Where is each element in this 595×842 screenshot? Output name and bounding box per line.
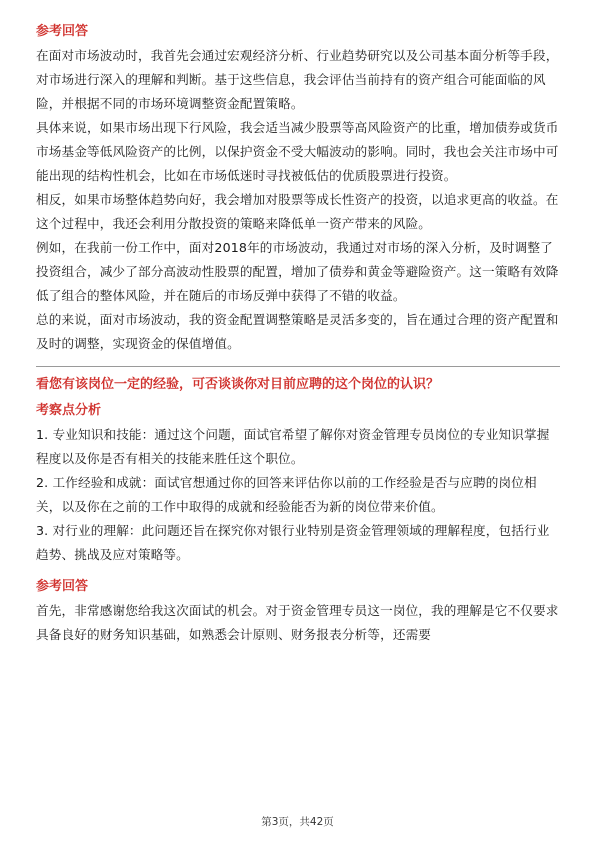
reference-answer-heading: 参考回答 — [36, 24, 89, 39]
page-number: 第3页，共42页 — [261, 816, 334, 828]
section-divider — [36, 366, 560, 367]
page-content — [36, 20, 560, 647]
interview-question: 看您有该岗位一定的经验，可否谈谈你对目前应聘的这个岗位的认识？ — [36, 377, 440, 392]
analysis-item: 1. 专业知识和技能：通过这个问题，面试官希望了解你对资金管理专员岗位的专业知识掌握程度以及你是否有相关的技能来胜任这个职位。 — [36, 427, 550, 466]
analysis-heading: 考察点分析 — [36, 403, 102, 418]
answer-paragraph: 具体来说，如果市场出现下行风险，我会适当减少股票等高风险资产的比重，增加债券或货币市场基金等低风险资产的比例，以保护资金不受大幅波动的影响。同时，我也会关注市场中可能出现的结构性机会，比如在市场低迷时寻找被低估的优质股票进行投资。 — [36, 120, 559, 183]
spacer — [36, 567, 560, 575]
answer-paragraph: 在面对市场波动时，我首先会通过宏观经济分析、行业趋势研究以及公司基本面分析等手段，对市场进行深入的理解和判断。基于这些信息，我会评估当前持有的资产组合可能面临的风险，并根据不同的市场环境调整资金配置策略。 — [36, 48, 559, 111]
answer-paragraph: 相反，如果市场整体趋势向好，我会增加对股票等成长性资产的投资，以追求更高的收益。在这个过程中，我还会利用分散投资的策略来降低单一资产带来的风险。 — [36, 192, 559, 231]
analysis-item: 3. 对行业的理解：此问题还旨在探究你对银行业特别是资金管理领域的理解程度，包括行业趋势、挑战及应对策略等。 — [36, 523, 550, 562]
reference-answer-heading: 参考回答 — [36, 579, 89, 594]
analysis-item: 2. 工作经验和成就：面试官想通过你的回答来评估你以前的工作经验是否与应聘的岗位相关，以及你在之前的工作中取得的成就和经验能否为新的岗位带来价值。 — [36, 475, 537, 514]
answer-paragraph: 首先，非常感谢您给我这次面试的机会。对于资金管理专员这一岗位，我的理解是它不仅要求具备良好的财务知识基础，如熟悉会计原则、财务报表分析等，还需要 — [36, 603, 559, 642]
answer-paragraph: 例如，在我前一份工作中，面对2018年的市场波动，我通过对市场的深入分析，及时调整了投资组合，减少了部分高波动性股票的配置，增加了债券和黄金等避险资产。这一策略有效降低了组合的整体风险，并在随后的市场反弹中获得了不错的收益。 — [36, 240, 559, 303]
answer-paragraph: 总的来说，面对市场波动，我的资金配置调整策略是灵活多变的，旨在通过合理的资产配置和及时的调整，实现资金的保值增值。 — [36, 312, 559, 351]
